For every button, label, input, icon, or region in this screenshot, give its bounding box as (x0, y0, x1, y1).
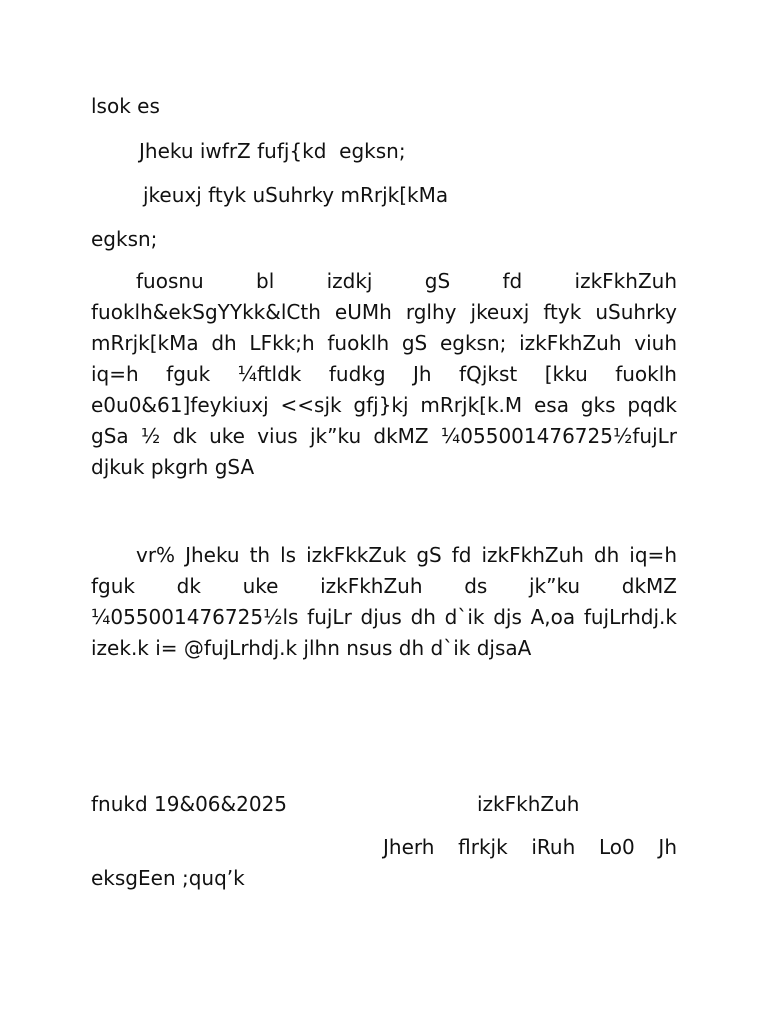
salutation: lsok es (91, 94, 160, 118)
recipient-line-1: Jheku iwfrZ fufj{kd egksn; (139, 139, 406, 163)
date-line: fnukd 19&06&2025 (91, 792, 288, 816)
signature-block: Jherh flrkjk iRuh Lo0 Jh eksgEen ;quq’k (91, 835, 677, 890)
body-paragraph-2: vr% Jheku th ls izkFkkZuk gS fd izkFkhZuh dh iq=h fguk dk uke izkFkhZuh ds jk”ku dkMZ ¼055001476725½ls fujLr djus dh d`ik djs A,oa fujLrhdj.k izek.k i= @fujLrhdj.k jlhn nsus dh d`ik djsaA (91, 543, 677, 660)
recipient-line-2: jkeuxj ftyk uSuhrky mRrjk[kMa (143, 183, 449, 207)
recipient-line-3: egksn; (91, 227, 158, 251)
body-paragraph-1: fuosnu bl izdkj gS fd izkFkhZuh fuoklh&ekSgYYkk&lCth eUMh rglhy jkeuxj ftyk uSuhrky mRrjk[kMa dh LFkk;h fuoklh gS egksn; izkFkhZuh viuh iq=h fguk ¼ftldk fudkg Jh fQjkst [kku fuoklh e0u0&61]feykiuxj <<sjk gfj}kj mRrjk[k.M esa gks pqdk gSa ½ dk uke vius jk”ku dkMZ ¼055001476725½fujLr djkuk pkgrh gSA (91, 269, 677, 479)
applicant-label: izkFkhZuh (477, 792, 580, 816)
